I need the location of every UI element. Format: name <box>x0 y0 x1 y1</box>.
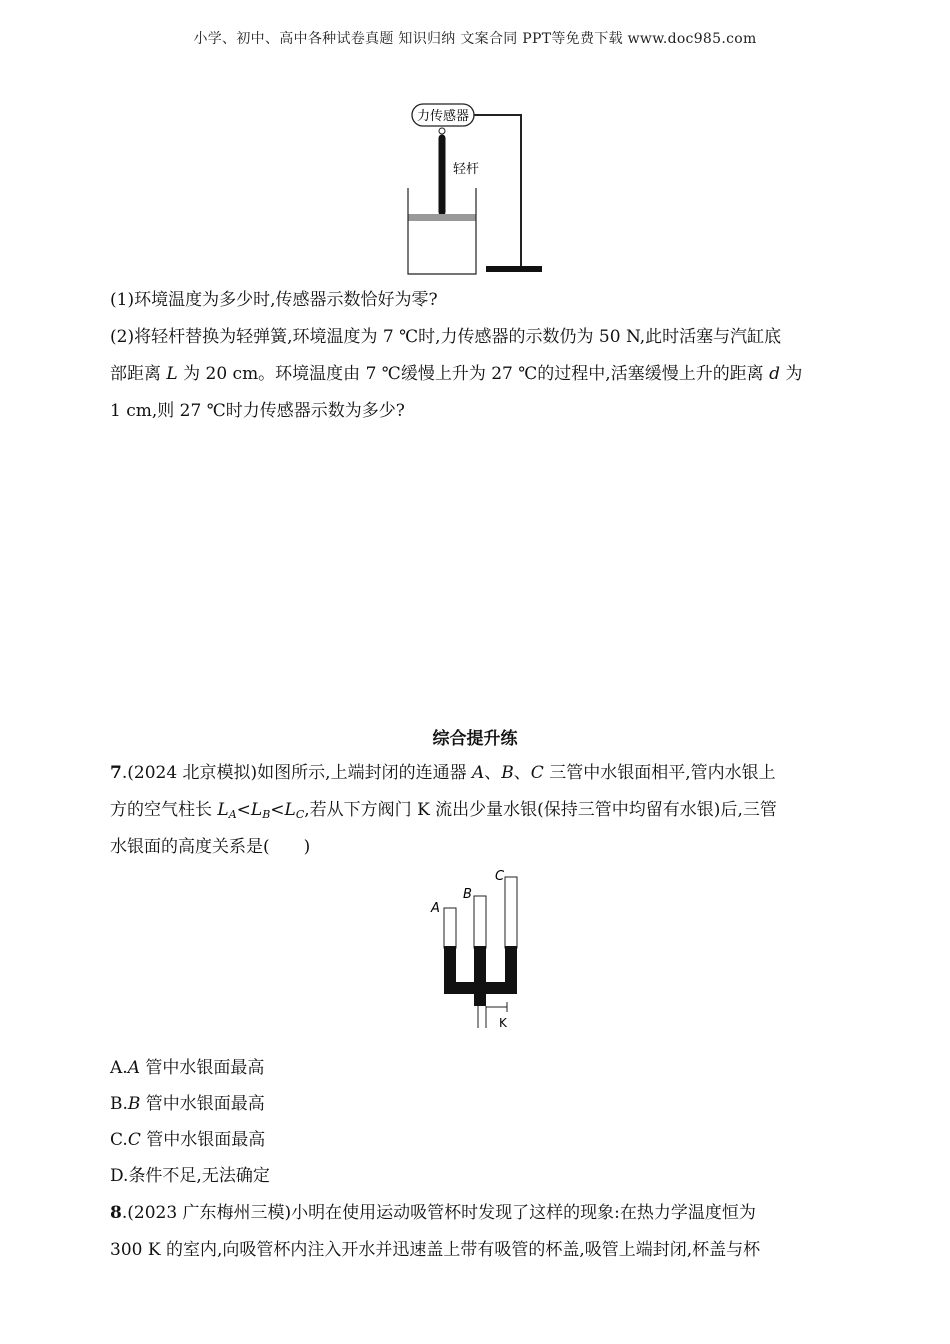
section-title: 综合提升练 <box>432 729 518 749</box>
q7-option-d: D.条件不足,无法确定 <box>110 1166 270 1186</box>
hook <box>439 128 445 134</box>
tube-c <box>505 877 517 948</box>
q6-part2-line2: 部距离 L 为 20 cm。环境温度由 7 ℃缓慢上升为 27 ℃的过程中,活塞缓慢上升的距离 d 为 <box>110 364 803 384</box>
tube-b <box>474 896 486 948</box>
q7-option-b: B.B 管中水银面最高 <box>110 1094 265 1114</box>
piston <box>408 214 476 221</box>
q6-part2-line1: (2)将轻杆替换为轻弹簧,环境温度为 7 ℃时,力传感器的示数仍为 50 N,此时活塞与汽缸底 <box>110 327 782 347</box>
q7-option-a: A.A 管中水银面最高 <box>110 1058 265 1078</box>
support-base <box>486 266 542 272</box>
figure-force-sensor-cylinder <box>400 98 550 278</box>
q8-line1: 8.(2023 广东梅州三模)小明在使用运动吸管杯时发现了这样的现象:在热力学温度恒为 <box>110 1203 756 1223</box>
force-sensor-label: 力传感器 <box>416 109 470 124</box>
rod-label: 轻杆 <box>453 162 480 177</box>
q6-part1: (1)环境温度为多少时,传感器示数恰好为零? <box>110 290 438 310</box>
q6-part2-line3: 1 cm,则 27 ℃时力传感器示数为多少? <box>110 401 405 421</box>
q7-option-c: C.C 管中水银面最高 <box>110 1130 266 1150</box>
q7-line1: 7.(2024 北京模拟)如图所示,上端封闭的连通器 A、B、C 三管中水银面相平,管内水银上 <box>110 763 776 783</box>
mercury <box>444 946 517 1006</box>
q8-line2: 300 K 的室内,向吸管杯内注入开水并迅速盖上带有吸管的杯盖,吸管上端封闭,杯盖与杯 <box>110 1240 761 1260</box>
tube-a <box>444 908 456 948</box>
q7-line2: 方的空气柱长 $L_A<L_B<L_C$,若从下方阀门 K 流出少量水银(保持三管中均留有水银)后,三管 <box>110 800 777 821</box>
tube-c-label: C <box>495 869 505 884</box>
q7-line3: 水银面的高度关系是( ) <box>110 837 311 857</box>
figure-connected-tubes <box>425 866 535 1036</box>
tube-a-label: A <box>431 901 440 916</box>
tube-b-label: B <box>463 887 472 902</box>
valve-k-label: K <box>499 1016 507 1030</box>
page-header: 小学、初中、高中各种试卷真题 知识归纳 文案合同 PPT等免费下载 www.doc985.com <box>193 31 757 47</box>
